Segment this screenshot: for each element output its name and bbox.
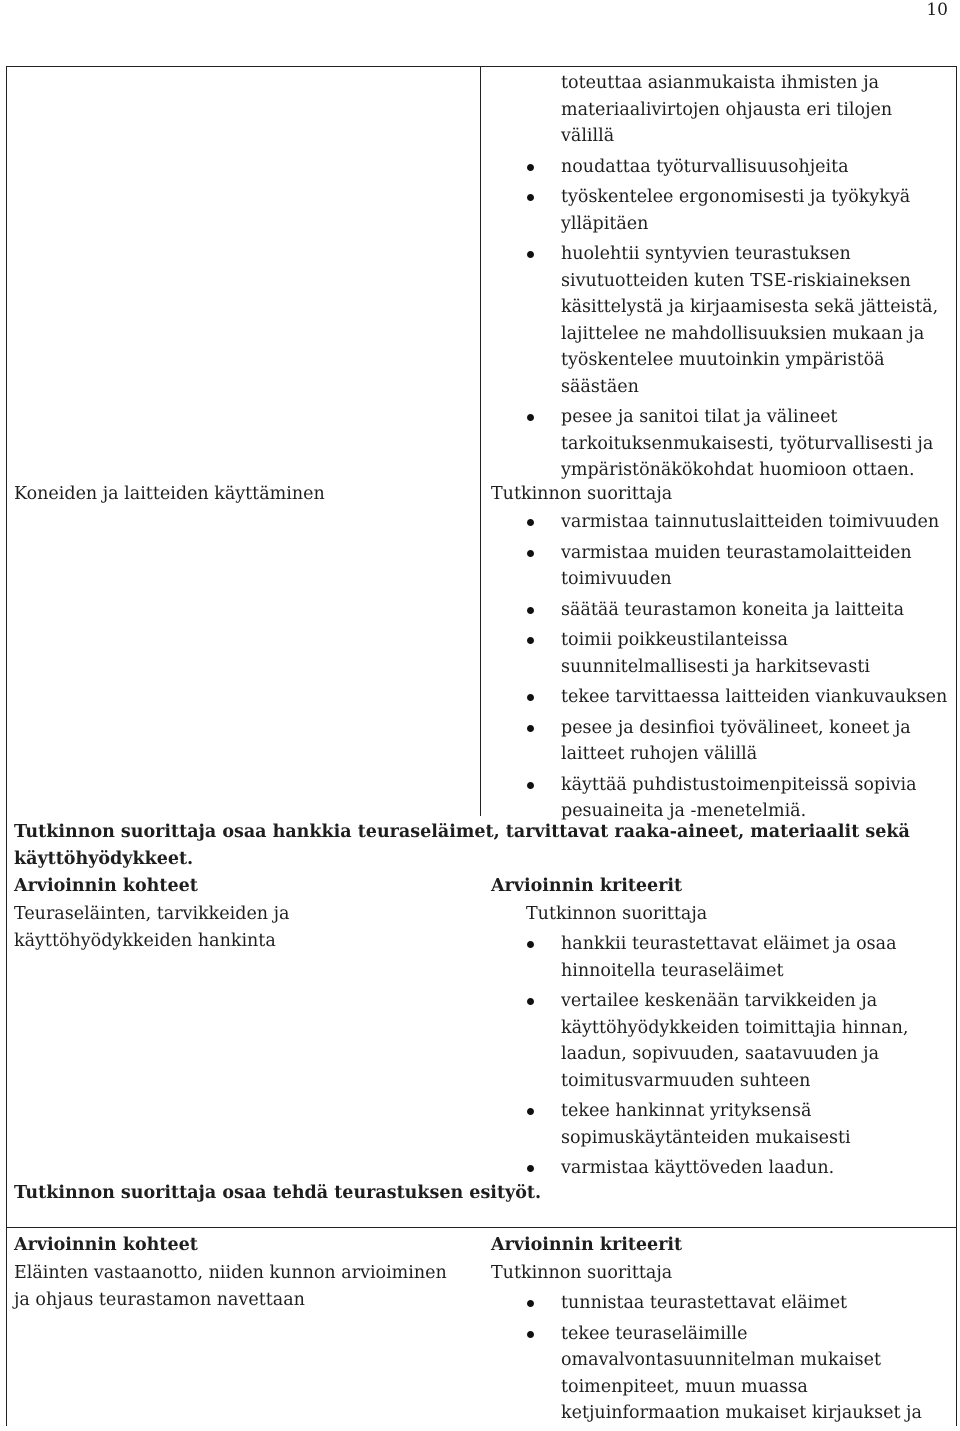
bullet-icon [527,251,534,258]
bullet-icon [527,164,534,171]
list-item-text: käyttää puhdistustoimenpiteissä sopivia pesuaineita ja -menetelmiä. [561,774,917,821]
list-item-text: pesee ja desinfioi työvälineet, koneet ja laitteet ruhojen välillä [561,717,911,764]
bullet-icon [527,941,534,948]
reception-criteria-list [561,1290,922,1431]
bullet-icon [527,1108,534,1115]
list-item-text: varmistaa muiden teurastamolaitteiden toimivuuden [561,542,912,589]
list-item [561,241,938,400]
list-item [561,540,947,593]
list-item [561,1098,908,1151]
bullet-icon [527,782,534,789]
list-item [561,509,947,536]
list-item-text: tekee tarvittaessa laitteiden viankuvauksen [561,687,948,707]
list-item [561,627,947,680]
list-item [561,684,947,711]
criteria-intro: Tutkinnon suorittaja [491,1263,673,1283]
list-item-text: toimii poikkeustilanteissa suunnitelmallisesti ja harkitsevasti [561,630,870,677]
list-item-text: tekee hankinnat yrityksensä sopimuskäytänteiden mukaisesti [561,1101,851,1148]
list-item [561,1155,908,1182]
criteria-target-reception: Eläinten vastaanotto, niiden kunnon arvioiminen ja ohjaus teurastamon navettaan [14,1263,447,1310]
list-item [561,597,947,624]
bullet-icon [527,414,534,421]
machines-criteria-list [561,509,947,829]
criteria-intro: Tutkinnon suorittaja [526,904,708,924]
list-item [561,404,938,484]
column-header-targets: Arvioinnin kohteet [14,1235,198,1255]
list-item-text: tekee teuraseläimille omavalvontasuunnitelman mukaiset toimenpiteet, muun muassa ketjuinformaation mukaiset kirjaukset ja [561,1323,922,1423]
list-item-text: säätää teurastamon koneita ja laitteita [561,599,905,620]
list-item-text: toteuttaa asianmukaista ihmisten ja materiaalivirtojen ohjausta eri tilojen välillä [561,73,893,146]
bullet-icon [527,1300,534,1307]
page-number: 10 [926,0,948,20]
list-item [561,931,908,984]
bullet-icon [527,519,534,526]
list-item [561,1290,922,1317]
list-item [561,772,947,825]
column-divider [480,66,481,816]
column-header-targets: Arvioinnin kohteet [14,876,198,896]
list-item [561,70,938,150]
list-item [561,154,938,181]
list-item-text: varmistaa tainnutuslaitteiden toimivuuden [561,512,940,532]
bullet-icon [527,694,534,701]
table-row-divider [6,1227,957,1228]
section-heading-preparation: Tutkinnon suorittaja osaa tehdä teurastuksen esityöt. [14,1183,542,1203]
list-item-text: pesee ja sanitoi tilat ja välineet tarkoituksenmukaisesti, työturvallisesti ja ympäristönäkökohdat huomioon ottaen. [561,407,934,480]
list-item [561,184,938,237]
bullet-icon [527,637,534,644]
column-header-criteria: Arvioinnin kriteerit [491,1235,683,1255]
list-item-text: vertailee keskenään tarvikkeiden ja käyttöhyödykkeiden toimittajia hinnan, laadun, sopivuuden, saatavuuden ja toimitusvarmuuden suhteen [561,991,909,1091]
criteria-target-machines: Koneiden ja laitteiden käyttäminen [14,484,325,504]
list-item-text: hankkii teurastettavat eläimet ja osaa hinnoitella teuraseläimet [561,934,897,981]
criteria-intro: Tutkinnon suorittaja [491,484,673,504]
list-item [561,715,947,768]
bullet-icon [527,1331,534,1338]
list-item-text: huolehtii syntyvien teurastuksen sivutuotteiden kuten TSE-riskiaineksen käsittelystä ja kirjaamisesta sekä jätteistä, lajittelee ne mahdollisuuksien mukaan ja työskentelee muutoinkin ympäristöä säästäen [561,244,939,397]
bullet-icon [527,998,534,1005]
list-item [561,1321,922,1427]
list-item-text: työskentelee ergonomisesti ja työkykyä ylläpitäen [561,187,911,234]
procurement-criteria-list [561,931,908,1186]
list-item-text: noudattaa työturvallisuusohjeita [561,156,849,177]
bullet-icon [527,550,534,557]
bullet-icon [527,725,534,732]
bullet-icon [527,607,534,614]
section-heading-procurement: Tutkinnon suorittaja osaa hankkia teuraseläimet, tarvittavat raaka-aineet, materiaalit sekä käyttöhyödykkeet. [14,822,910,869]
list-item-text: tunnistaa teurastettavat eläimet [561,1293,848,1313]
criteria-target-procurement: Teuraseläinten, tarvikkeiden ja käyttöhyödykkeiden hankinta [14,904,290,951]
list-item [561,988,908,1094]
continued-criteria-list [561,70,938,488]
bullet-icon [527,194,534,201]
column-header-criteria: Arvioinnin kriteerit [491,876,683,896]
bullet-icon [527,1165,534,1172]
list-item-text: varmistaa käyttöveden laadun. [561,1158,835,1178]
